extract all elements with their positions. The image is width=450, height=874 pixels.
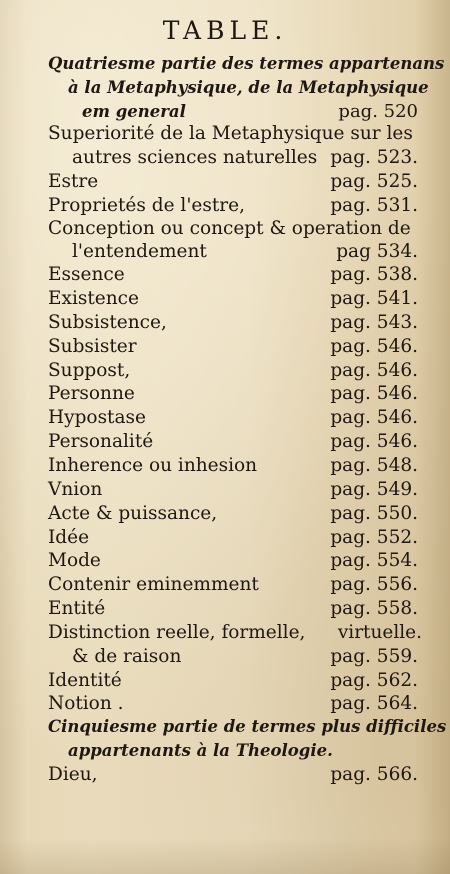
toc-entry-page: pag. 556. [330, 574, 418, 595]
toc-entry-page: pag. 546. [330, 407, 418, 428]
page-title: TABLE. [162, 16, 288, 45]
toc-entry-text: Personne [48, 383, 135, 404]
toc-entry [48, 311, 426, 335]
toc-entry-text: Distinction reelle, formelle, [48, 622, 306, 643]
toc-entry [48, 763, 426, 787]
toc-entry-text: Estre [48, 171, 99, 192]
toc-entry-text: Acte & puissance, [48, 503, 218, 524]
toc-entry-text: Dieu, [48, 764, 98, 785]
toc-entry [48, 621, 426, 645]
toc-entry-page: virtuelle. [337, 622, 422, 643]
toc-heading [48, 715, 447, 739]
toc-entry-text: Contenir eminemment [48, 574, 259, 595]
toc-entry [48, 146, 426, 170]
toc-entry [48, 335, 426, 359]
toc-entry-text: Vnion [48, 479, 103, 500]
toc-entry-page: pag. 549. [330, 479, 418, 500]
toc-entry [48, 122, 426, 146]
toc-entry-text: appartenants à la Theologie. [68, 741, 333, 760]
toc-entry-text: Personalité [48, 431, 154, 452]
toc-entry-text: em general [82, 102, 186, 121]
toc-entry [48, 382, 426, 406]
toc-entry-text: Subsistence, [48, 312, 167, 333]
toc-heading [48, 76, 429, 100]
toc-entry [48, 526, 426, 550]
toc-entry [48, 454, 426, 478]
toc-entry-page: pag 534. [336, 241, 418, 262]
toc-entry [48, 287, 426, 311]
toc-entry-page: pag. 558. [330, 598, 418, 619]
toc-entry-text: Mode [48, 550, 101, 571]
toc-entry-page: pag. 550. [330, 503, 418, 524]
toc-heading [48, 100, 426, 124]
toc-entry-page: pag. 520 [338, 101, 418, 122]
toc-entry-page: pag. 523. [330, 147, 418, 168]
toc-entry-page: pag. 559. [330, 646, 418, 667]
toc-entry-page: pag. 564. [330, 693, 418, 714]
toc-entry [48, 359, 426, 383]
toc-entry [48, 406, 426, 430]
toc-entry-text: & de raison [72, 646, 182, 667]
toc-entry-page: pag. 566. [330, 764, 418, 785]
toc-entry [48, 573, 426, 597]
toc-entry-page: pag. 552. [330, 527, 418, 548]
toc-entry [48, 549, 426, 573]
toc-entry-text: Quatriesme partie des termes appartenans [48, 54, 445, 73]
toc-entry [48, 597, 426, 621]
toc-entry [48, 645, 426, 669]
toc-entry [48, 692, 426, 716]
toc-entry-text: Entité [48, 598, 106, 619]
toc-entry-text: Idée [48, 527, 90, 548]
toc-entry-text: Essence [48, 264, 125, 285]
toc-entry-text: à la Metaphysique, de la Metaphysique [68, 78, 429, 97]
toc-entry-text: Cinquiesme partie de termes plus difficiles [48, 717, 447, 736]
toc-entry [48, 430, 426, 454]
toc-entry-page: pag. 531. [330, 195, 418, 216]
toc-entry-page: pag. 548. [330, 455, 418, 476]
toc-entry-text: autres sciences naturelles [72, 147, 318, 168]
toc-entry-page: pag. 546. [330, 360, 418, 381]
toc-entry [48, 502, 426, 526]
toc-entry [48, 240, 426, 264]
toc-entry [48, 478, 426, 502]
toc-entry-page: pag. 546. [330, 431, 418, 452]
toc-entry [48, 669, 426, 693]
toc-entry-text: Proprietés de l'estre, [48, 195, 245, 216]
toc-entry-page: pag. 525. [330, 171, 418, 192]
toc-entry [48, 194, 426, 218]
toc-entry-text: Superiorité de la Metaphysique sur les [48, 123, 413, 144]
toc-entry [48, 217, 426, 241]
toc-entry-text: Notion . [48, 693, 124, 714]
toc-entry-text: l'entendement [72, 241, 207, 262]
toc-entry-text: Hypostase [48, 407, 146, 428]
toc-entry-text: Existence [48, 288, 139, 309]
toc-entry-page: pag. 538. [330, 264, 418, 285]
toc-entry [48, 170, 426, 194]
toc-entry-text: Identité [48, 670, 122, 691]
toc-entry-text: Inherence ou inhesion [48, 455, 258, 476]
toc-entry-text: Suppost, [48, 360, 131, 381]
toc-entry-page: pag. 554. [330, 550, 418, 571]
toc-heading [48, 739, 426, 763]
toc-entry [48, 263, 426, 287]
toc-entry-page: pag. 546. [330, 336, 418, 357]
toc-entry-page: pag. 562. [330, 670, 418, 691]
toc-entry-text: Conception ou concept & operation de [48, 218, 411, 239]
toc-entry-text: Subsister [48, 336, 137, 357]
toc-entry-page: pag. 541. [330, 288, 418, 309]
toc-entry-page: pag. 546. [330, 383, 418, 404]
toc-entry-page: pag. 543. [330, 312, 418, 333]
toc-heading [48, 52, 445, 76]
